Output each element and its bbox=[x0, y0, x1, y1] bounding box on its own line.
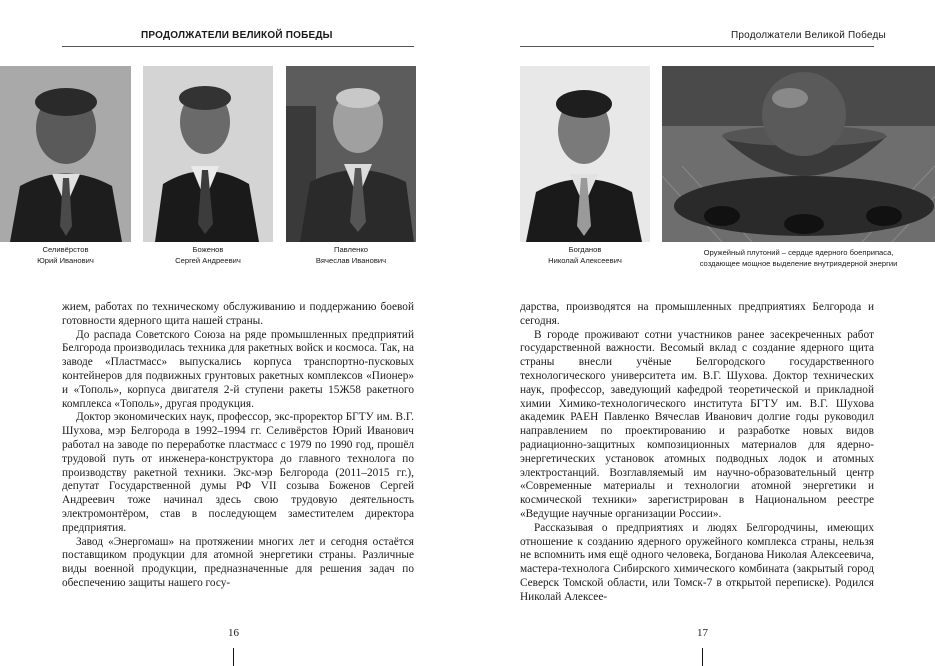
running-header: ПРОДОЛЖАТЕЛИ ВЕЛИКОЙ ПОБЕДЫ bbox=[141, 30, 333, 41]
page-number: 16 bbox=[228, 627, 239, 639]
running-header: Продолжатели Великой Победы bbox=[731, 30, 886, 41]
left-page bbox=[0, 0, 467, 666]
photo-caption: Боженов Сергей Андреевич bbox=[175, 245, 241, 265]
paragraph: Рассказывая о предприятиях и людях Белгородчины, имеющих отношение к созданию ядерного оружейного комплекса страны, нельзя не вспомнить имя ещё одного человека, Богданова Николая Алексеевича, мастера-технолога Сибирского химического комбината (закрытый город Северск Томской области, или Томск-7 в открытой переписке). Родился Николай Алексее- bbox=[520, 521, 874, 603]
photo-caption: Богданов Николай Алексеевич bbox=[548, 245, 622, 265]
portrait-photo-icon bbox=[286, 66, 416, 242]
page-tick-mark bbox=[702, 648, 703, 666]
paragraph: В городе проживают сотни участников ранее засекреченных работ государственной важности. Весомый вклад с создание ядерного щита страны внесли учёные Белгородского государственного технологического университета им. В.Г. Шухова. Доктор технических наук, профессор, заведующий кафедрой теоретической и прикладной химии Химико-технологического института БГТУ им. В.Г. Шухова академик РАЕН Павленко Вячеслав Иванович долгие годы руководил направлением по проектированию и разработке новых видов радиационно-защитных композиционных материалов для ядерно-энергетических установок атомных подводных лодок и атомных электростанций. Возглавляемый им научно-образовательный центр «Современные материалы и технологии атомной энергетики и космической техники» зарегистрирован в Национальном реестре «Ведущие научные организации России». bbox=[520, 328, 874, 520]
photo-caption: Оружейный плутоний – сердце ядерного боеприпаса, создающее мощное выделение внутриядерной энергии bbox=[699, 248, 898, 268]
paragraph: До распада Советского Союза на ряде промышленных предприятий Белгорода производилась техника для ракетных войск и космоса. Так, на заводе «Пластмасс» выпускались корпуса транспортно-пусковых контейнеров для подвижных грунтовых ракетных комплексов «Пионер» и «Тополь», корпуса двигателя 2-й ступени ракеты 15Ж58 ракетного комплекса «Тополь», другая продукция. bbox=[62, 328, 414, 410]
paragraph: жием, работах по техническому обслуживанию и поддержанию боевой готовности ядерного щита нашей страны. bbox=[62, 301, 414, 327]
photo-caption: Павленко Вячеслав Иванович bbox=[315, 245, 387, 265]
portrait-photo-icon bbox=[0, 66, 131, 242]
body-text bbox=[520, 301, 874, 605]
portrait-photo-icon bbox=[520, 66, 650, 242]
right-page bbox=[467, 0, 935, 666]
body-text bbox=[62, 301, 414, 591]
paragraph: Завод «Энергомаш» на протяжении многих лет и сегодня остаётся поставщиком продукции для атомной энергетики страны. Различные виды военной продукции, предназначенные для решения задач по обеспечению защиты нашего госу- bbox=[62, 535, 414, 589]
header-rule bbox=[62, 46, 414, 47]
page-number: 17 bbox=[697, 627, 708, 639]
photo-caption: Селивёрстов Юрий Иванович bbox=[37, 245, 94, 265]
header-rule bbox=[520, 46, 874, 47]
portrait-photo-icon bbox=[143, 66, 273, 242]
paragraph: дарства, производятся на промышленных предприятиях Белгорода и сегодня. bbox=[520, 301, 874, 327]
page-tick-mark bbox=[233, 648, 234, 666]
plutonium-sphere-photo-icon bbox=[662, 66, 935, 242]
paragraph: Доктор экономических наук, профессор, экс-проректор БГТУ им. В.Г. Шухова, мэр Белгорода в 1992–1994 гг. Селивёрстов Юрий Иванович работал на заводе по переработке пластмасс с 1979 по 1990 год, прошёл трудовой путь от инженера-конструктора до главного технолога по производству ракетной техники. Экс-мэр Белгорода (2011–2015 гг.), депутат Государственной думы РФ VII созыва Боженов Сергей Андреевич тоже начинал здесь свою трудовую деятельность электромонтёром, став в последующем заместителем директора предприятия. bbox=[62, 411, 414, 534]
